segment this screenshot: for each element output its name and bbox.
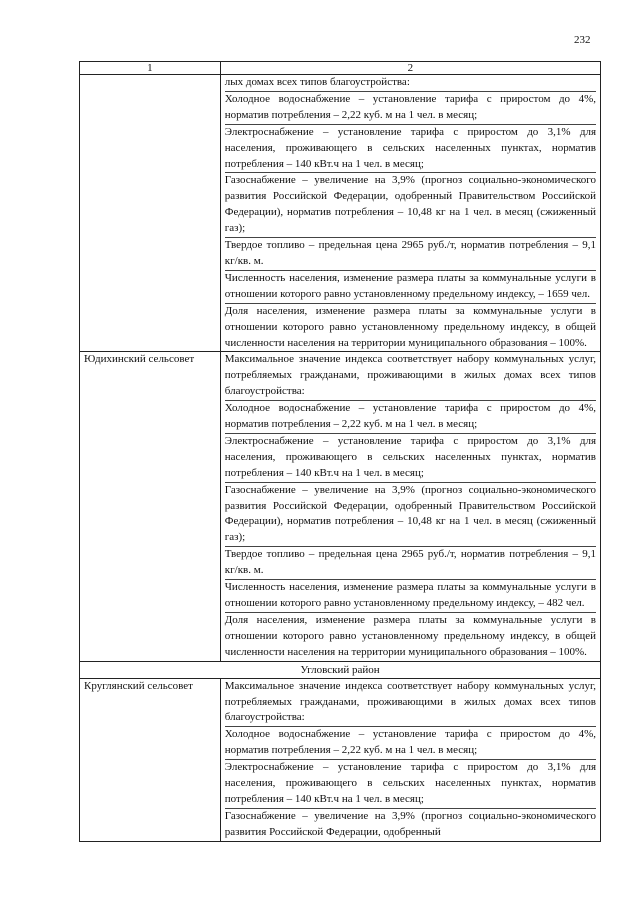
paragraph: Холодное водоснабжение – установление тарифа с приростом до 4%, норматив потребления – 2,22 куб. м на 1 чел. в месяц;: [225, 727, 596, 760]
page-number: 232: [574, 34, 591, 46]
municipality-name: Круглянский сельсовет: [80, 678, 221, 841]
paragraph: Доля населения, изменение размера платы за коммунальные услуги в отношении которого равно установленному предельному индексу, в общей численности населения на территории муниципального образования – 100%.: [224, 304, 596, 349]
table-row: [80, 75, 601, 352]
district-title: Угловский район: [80, 661, 601, 678]
header-col-2: 2: [220, 62, 600, 75]
district-section-row: [80, 661, 601, 678]
paragraph: Максимальное значение индекса соответствует набору коммунальных услуг, потребляемых гражданами, проживающими в жилых домах всех типов благоустройства:: [225, 679, 596, 728]
paragraph: Электроснабжение – установление тарифа с приростом до 3,1% для населения, проживающего в сельских населенных пунктах, норматив потребления – 140 кВт.ч на 1 чел. в месяц;: [225, 434, 596, 483]
municipality-name: [80, 75, 221, 352]
paragraph: Твердое топливо – предельная цена 2965 руб./т, норматив потребления – 9,1 кг/кв. м.: [225, 238, 596, 271]
header-col-1: 1: [80, 62, 221, 75]
paragraph: Электроснабжение – установление тарифа с приростом до 3,1% для населения, проживающего в сельских населенных пунктах, норматив потребления – 140 кВт.ч на 1 чел. в месяц;: [225, 125, 596, 174]
paragraph: Газоснабжение – увеличение на 3,9% (прогноз социально-экономического развития Российской Федерации, одобренный Правительством Российской Федерации), норматив потребления – 10,48 кг на 1 чел. в месяц (сжиженный газ);: [225, 173, 596, 238]
paragraph: Максимальное значение индекса соответствует набору коммунальных услуг, потребляемых гражданами, проживающими в жилых домах всех типов благоустройства:: [225, 352, 596, 401]
table-header-row: [80, 62, 601, 75]
table-row: [80, 352, 601, 661]
paragraph: Численность населения, изменение размера платы за коммунальные услуги в отношении которого равно установленному предельному индексу, – 1659 чел.: [225, 271, 596, 304]
paragraph: Доля населения, изменение размера платы за коммунальные услуги в отношении которого равно установленному предельному индексу, в общей численности населения на территории муниципального образования – 100%.: [224, 613, 596, 658]
index-description: [220, 678, 600, 841]
paragraph: Численность населения, изменение размера платы за коммунальные услуги в отношении которого равно установленному предельному индексу, – 482 чел.: [225, 580, 596, 613]
index-table: [79, 61, 601, 842]
table-row: [80, 678, 601, 841]
municipality-name: Юдихинский сельсовет: [80, 352, 221, 661]
paragraph: Твердое топливо – предельная цена 2965 руб./т, норматив потребления – 9,1 кг/кв. м.: [225, 547, 596, 580]
index-description: [220, 352, 600, 661]
paragraph: лых домах всех типов благоустройства:: [225, 75, 596, 92]
paragraph: Электроснабжение – установление тарифа с приростом до 3,1% для населения, проживающего в сельских населенных пунктах, норматив потребления – 140 кВт.ч на 1 чел. в месяц;: [225, 760, 596, 809]
paragraph: Газоснабжение – увеличение на 3,9% (прогноз социально-экономического развития Российской Федерации, одобренный: [224, 809, 596, 838]
paragraph: Холодное водоснабжение – установление тарифа с приростом до 4%, норматив потребления – 2,22 куб. м на 1 чел. в месяц;: [225, 401, 596, 434]
paragraph: Холодное водоснабжение – установление тарифа с приростом до 4%, норматив потребления – 2,22 куб. м на 1 чел. в месяц;: [225, 92, 596, 125]
paragraph: Газоснабжение – увеличение на 3,9% (прогноз социально-экономического развития Российской Федерации, одобренный Правительством Российской Федерации), норматив потребления – 10,48 кг на 1 чел. в месяц (сжиженный газ);: [225, 483, 596, 548]
index-description: [220, 75, 600, 352]
